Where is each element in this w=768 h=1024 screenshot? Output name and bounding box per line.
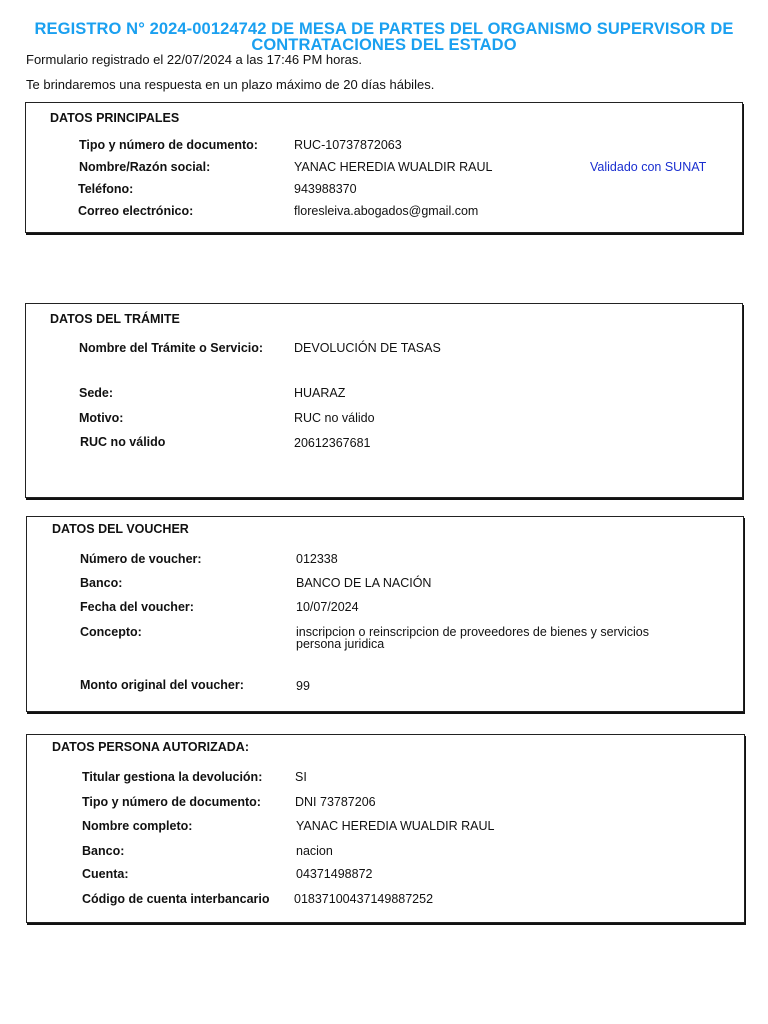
datos-tramite-section [25,303,743,498]
field-value: RUC-10737872063 [294,138,402,152]
field-label: Teléfono: [78,182,134,196]
field-label: Fecha del voucher: [80,600,194,614]
section-title: DATOS PERSONA AUTORIZADA: [52,740,249,754]
field-label: Concepto: [80,625,142,639]
field-value: RUC no válido [294,411,375,425]
field-value: HUARAZ [294,386,346,400]
sunat-validation-note: Validado con SUNAT [590,160,707,174]
datos-principales-section [25,102,743,233]
field-label: Sede: [79,386,114,400]
field-value: nacion [296,844,333,858]
field-label: Cuenta: [82,867,129,881]
field-value: YANAC HEREDIA WUALDIR RAUL [296,819,495,833]
registration-timestamp: Formulario registrado el 22/07/2024 a las 17:46 PM horas. [26,52,363,67]
datos-persona-autorizada-section [26,734,745,923]
field-label: Monto original del voucher: [80,678,244,692]
field-value: floresleiva.abogados@gmail.com [294,204,479,218]
field-value: 20612367681 [294,436,371,450]
field-label: Banco: [80,576,123,590]
section-title: DATOS DEL TRÁMITE [50,312,180,326]
field-label: Nombre/Razón social: [79,160,211,174]
field-value: SI [295,770,307,784]
field-value: DNI 73787206 [295,795,376,809]
datos-voucher-section [26,516,744,712]
field-label: Nombre del Trámite o Servicio: [79,341,264,355]
field-value: YANAC HEREDIA WUALDIR RAUL [294,160,493,174]
field-label: Tipo y número de documento: [82,795,261,809]
field-label: Motivo: [79,411,124,425]
page-title: REGISTRO N° 2024-00124742 DE MESA DE PARTES DEL ORGANISMO SUPERVISOR DE CONTRATACIONES DEL ESTADO [34,20,734,54]
field-value: 943988370 [294,182,357,196]
field-value: 04371498872 [296,867,373,881]
field-value: 99 [296,679,310,693]
field-label: Código de cuenta interbancario [82,892,270,906]
field-value: inscripcion o reinscripcion de proveedores de bienes y servicios persona juridica [296,625,649,651]
field-label: Titular gestiona la devolución: [82,770,263,784]
field-label: Número de voucher: [80,552,202,566]
field-value: 10/07/2024 [296,600,359,614]
field-label: Nombre completo: [82,819,193,833]
field-label: RUC no válido [80,435,166,449]
section-title: DATOS DEL VOUCHER [52,522,189,536]
response-notice: Te brindaremos una respuesta en un plazo máximo de 20 días hábiles. [26,77,435,92]
section-title: DATOS PRINCIPALES [50,111,180,125]
field-label: Correo electrónico: [78,204,194,218]
field-label: Banco: [82,844,125,858]
field-label: Tipo y número de documento: [79,138,258,152]
field-value: 01837100437149887252 [294,892,434,906]
field-value: BANCO DE LA NACIÓN [296,576,432,590]
field-value: DEVOLUCIÓN DE TASAS [294,341,441,355]
field-value: 012338 [296,552,338,566]
